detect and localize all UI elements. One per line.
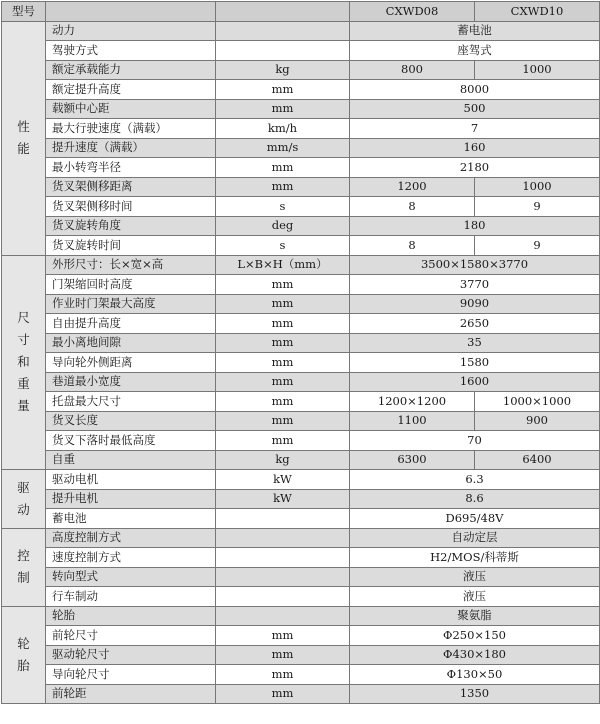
- param-unit: mm: [216, 314, 350, 334]
- param-unit: kg: [216, 60, 350, 80]
- param-value-cxwd08: 1200: [350, 177, 475, 197]
- param-value-shared: Φ430×180: [350, 645, 600, 665]
- param-unit: [216, 567, 350, 587]
- param-value-shared: 聚氨脂: [350, 606, 600, 626]
- param-unit: [216, 21, 350, 41]
- param-unit: mm: [216, 645, 350, 665]
- param-unit: L×B×H（mm）: [216, 255, 350, 275]
- param-value-cxwd10: 9: [475, 197, 600, 217]
- spec-row: [2, 528, 600, 548]
- param-value-shared: 液压: [350, 567, 600, 587]
- param-name: 货叉架侧移距离: [46, 177, 216, 197]
- spec-row: [2, 99, 600, 119]
- param-unit: [216, 606, 350, 626]
- section-title: [2, 21, 46, 255]
- section-title-char: 重: [17, 376, 30, 392]
- param-value-cxwd10: 6400: [475, 450, 600, 470]
- param-value-cxwd08: 1100: [350, 411, 475, 431]
- param-name: 载额中心距: [46, 99, 216, 119]
- spec-row: [2, 548, 600, 568]
- param-value-shared: 9090: [350, 294, 600, 314]
- header-label: 型号: [2, 2, 46, 22]
- param-value-cxwd08: 800: [350, 60, 475, 80]
- param-unit: [216, 528, 350, 548]
- param-value-shared: 6.3: [350, 470, 600, 490]
- param-value-shared: 70: [350, 431, 600, 451]
- param-name: 速度控制方式: [46, 548, 216, 568]
- param-value-cxwd08: 8: [350, 236, 475, 256]
- param-name: 货叉下落时最低高度: [46, 431, 216, 451]
- param-unit: deg: [216, 216, 350, 236]
- param-name: 额定承载能力: [46, 60, 216, 80]
- param-unit: mm: [216, 684, 350, 704]
- spec-row: [2, 392, 600, 412]
- param-unit: mm/s: [216, 138, 350, 158]
- section-title-char: 寸: [17, 332, 30, 348]
- spec-row: [2, 333, 600, 353]
- section-title: [2, 470, 46, 529]
- param-name: 轮胎: [46, 606, 216, 626]
- spec-row: [2, 450, 600, 470]
- section-title-char: 能: [17, 141, 30, 156]
- param-value-shared: 1350: [350, 684, 600, 704]
- param-value-shared: D695/48V: [350, 509, 600, 529]
- spec-row: [2, 665, 600, 685]
- param-unit: mm: [216, 158, 350, 178]
- param-name: 转向型式: [46, 567, 216, 587]
- param-value-cxwd08: 8: [350, 197, 475, 217]
- param-unit: s: [216, 197, 350, 217]
- param-value-shared: 3770: [350, 275, 600, 295]
- param-unit: mm: [216, 372, 350, 392]
- param-name: 货叉架侧移时间: [46, 197, 216, 217]
- spec-row: [2, 314, 600, 334]
- param-value-shared: 液压: [350, 587, 600, 607]
- param-name: 提升速度（满载）: [46, 138, 216, 158]
- section-title-char: 制: [17, 570, 30, 585]
- param-value-shared: 自动定层: [350, 528, 600, 548]
- spec-row: [2, 645, 600, 665]
- spec-row: [2, 431, 600, 451]
- param-unit: kW: [216, 470, 350, 490]
- param-name: 行车制动: [46, 587, 216, 607]
- param-unit: kg: [216, 450, 350, 470]
- section-title-char: 轮: [17, 635, 30, 651]
- model-cxwd08: CXWD08: [350, 2, 475, 22]
- section-title-char: 驱: [17, 479, 30, 495]
- param-unit: [216, 587, 350, 607]
- param-unit: kW: [216, 489, 350, 509]
- param-name: 货叉长度: [46, 411, 216, 431]
- param-value-cxwd10: 1000×1000: [475, 392, 600, 412]
- spec-table-body: [2, 2, 600, 704]
- param-name: 巷道最小宽度: [46, 372, 216, 392]
- param-value-cxwd10: 900: [475, 411, 600, 431]
- param-value-cxwd10: 9: [475, 236, 600, 256]
- spec-row: [2, 158, 600, 178]
- section-title: [2, 606, 46, 704]
- param-unit: mm: [216, 80, 350, 100]
- param-value-shared: 座驾式: [350, 41, 600, 61]
- param-value-cxwd08: 1200×1200: [350, 392, 475, 412]
- param-value-shared: 1600: [350, 372, 600, 392]
- param-value-shared: 1580: [350, 353, 600, 373]
- param-value-shared: 35: [350, 333, 600, 353]
- param-unit: [216, 548, 350, 568]
- param-unit: mm: [216, 665, 350, 685]
- param-name: 作业时门架最大高度: [46, 294, 216, 314]
- param-unit: km/h: [216, 119, 350, 139]
- param-unit: mm: [216, 333, 350, 353]
- param-name: 提升电机: [46, 489, 216, 509]
- section-title-char: 尺: [17, 310, 30, 326]
- param-unit: mm: [216, 294, 350, 314]
- spec-row: [2, 509, 600, 529]
- param-name: 高度控制方式: [46, 528, 216, 548]
- spec-row: [2, 489, 600, 509]
- param-value-shared: Φ130×50: [350, 665, 600, 685]
- param-unit: mm: [216, 392, 350, 412]
- param-value-cxwd08: 6300: [350, 450, 475, 470]
- param-name: 驱动电机: [46, 470, 216, 490]
- param-name: 自由提升高度: [46, 314, 216, 334]
- spec-row: [2, 138, 600, 158]
- model-cxwd10: CXWD10: [475, 2, 600, 22]
- param-name: 外形尺寸：长×宽×高: [46, 255, 216, 275]
- param-name: 动力: [46, 21, 216, 41]
- param-value-shared: 2180: [350, 158, 600, 178]
- param-value-shared: 3500×1580×3770: [350, 255, 600, 275]
- param-value-shared: 8000: [350, 80, 600, 100]
- param-name: 自重: [46, 450, 216, 470]
- param-name: 门架缩回时高度: [46, 275, 216, 295]
- param-value-shared: Φ250×150: [350, 626, 600, 646]
- param-value-shared: 蓄电池: [350, 21, 600, 41]
- param-unit: mm: [216, 431, 350, 451]
- section-title-char: 动: [17, 501, 30, 517]
- param-unit: s: [216, 236, 350, 256]
- param-name: 最小离地间隙: [46, 333, 216, 353]
- param-name: 额定提升高度: [46, 80, 216, 100]
- spec-row: [2, 21, 600, 41]
- param-value-cxwd10: 1000: [475, 60, 600, 80]
- param-unit: mm: [216, 99, 350, 119]
- param-unit: mm: [216, 626, 350, 646]
- param-unit: mm: [216, 353, 350, 373]
- param-unit: mm: [216, 411, 350, 431]
- spec-row: [2, 372, 600, 392]
- param-name: 蓄电池: [46, 509, 216, 529]
- param-value-shared: 2650: [350, 314, 600, 334]
- section-title-char: 性: [17, 119, 30, 134]
- param-unit: mm: [216, 275, 350, 295]
- param-value-shared: 500: [350, 99, 600, 119]
- param-name: 最大行驶速度（满载）: [46, 119, 216, 139]
- param-name: 导向轮尺寸: [46, 665, 216, 685]
- spec-row: [2, 197, 600, 217]
- spec-row: [2, 255, 600, 275]
- spec-row: [2, 567, 600, 587]
- param-name: 前轮距: [46, 684, 216, 704]
- section-title-char: 和: [17, 354, 30, 370]
- param-name: 驾驶方式: [46, 41, 216, 61]
- spec-row: [2, 626, 600, 646]
- spec-row: [2, 177, 600, 197]
- param-value-shared: 7: [350, 119, 600, 139]
- spec-row: [2, 587, 600, 607]
- param-unit: [216, 41, 350, 61]
- param-value-shared: 180: [350, 216, 600, 236]
- param-unit: mm: [216, 177, 350, 197]
- header-empty-cell: [216, 2, 350, 22]
- param-unit: [216, 509, 350, 529]
- spec-row: [2, 411, 600, 431]
- param-name: 托盘最大尺寸: [46, 392, 216, 412]
- spec-row: [2, 470, 600, 490]
- spec-row: [2, 353, 600, 373]
- param-name: 货叉旋转角度: [46, 216, 216, 236]
- section-title: [2, 528, 46, 606]
- spec-row: [2, 684, 600, 704]
- header-empty-cell: [46, 2, 216, 22]
- param-name: 驱动轮尺寸: [46, 645, 216, 665]
- spec-row: [2, 216, 600, 236]
- param-value-shared: 8.6: [350, 489, 600, 509]
- section-title: [2, 255, 46, 470]
- spec-row: [2, 294, 600, 314]
- spec-row: [2, 236, 600, 256]
- param-value-cxwd10: 1000: [475, 177, 600, 197]
- section-title-char: 胎: [17, 657, 30, 673]
- param-value-shared: 160: [350, 138, 600, 158]
- param-name: 导向轮外侧距离: [46, 353, 216, 373]
- spec-row: [2, 80, 600, 100]
- section-title-char: 量: [17, 398, 30, 414]
- param-name: 货叉旋转时间: [46, 236, 216, 256]
- section-title-char: 控: [17, 548, 30, 563]
- param-name: 前轮尺寸: [46, 626, 216, 646]
- spec-row: [2, 41, 600, 61]
- header-row: [2, 2, 600, 22]
- param-value-shared: H2/MOS/科蒂斯: [350, 548, 600, 568]
- spec-row: [2, 606, 600, 626]
- spec-row: [2, 60, 600, 80]
- spec-row: [2, 119, 600, 139]
- param-name: 最小转弯半径: [46, 158, 216, 178]
- spec-row: [2, 275, 600, 295]
- spec-table: [1, 1, 600, 704]
